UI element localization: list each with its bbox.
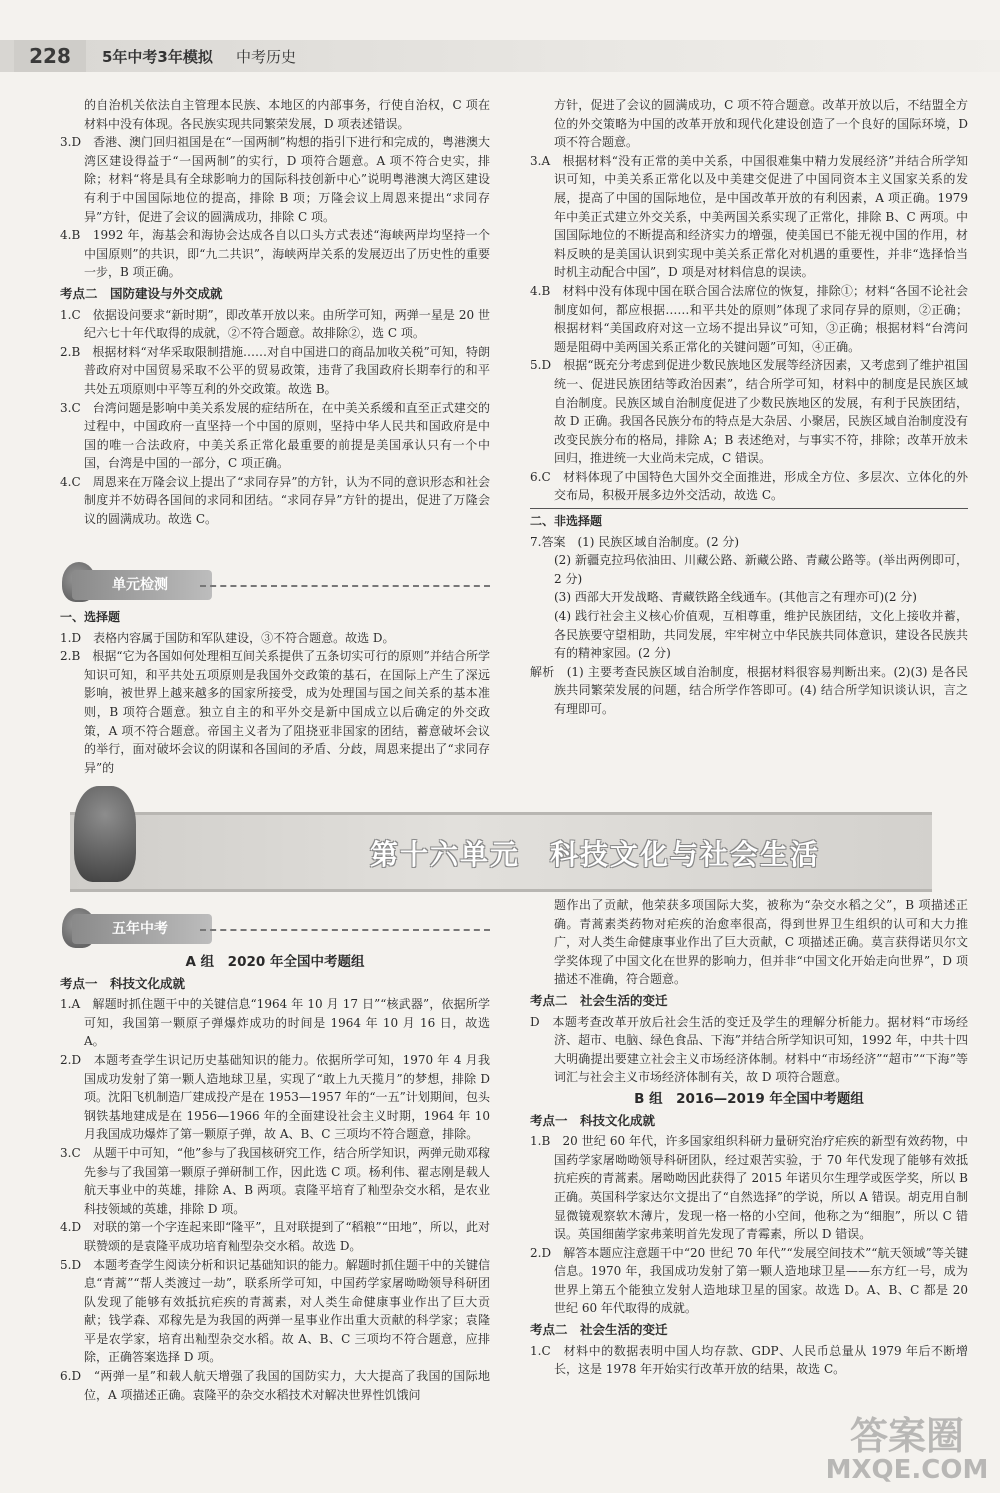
answer-paragraph: D 本题考查改革开放后社会生活的变迁及学生的理解分析能力。据材料“市场经济、超市、电脑、绿色食品、下海”并结合所学知识可知，1992 年，中共十四大明确提出要建立社会主义市场经济体制。材料中“市场经济”“超市”“下海”等词汇与社会主义市场经济体制有关，故 D 项符合题意。 (530, 1014, 968, 1085)
answer-paragraph: 方针，促进了会议的圆满成功，C 项不符合题意。改革开放以后，不结盟全方位的外交策略为中国的改革开放和现代化建设创造了一个良好的国际环境，D 项不符合题意。 (554, 98, 968, 150)
answer-paragraph: (3) 西部大开发战略、青藏铁路全线通车。(其他言之有理亦可)(2 分) (554, 590, 917, 605)
answer-paragraph: 6.C 材料体现了中国特色大国外交全面推进，形成全方位、多层次、立体化的外交布局，积极开展多边外交活动，故选 C。 (530, 469, 968, 503)
watermark (822, 1416, 992, 1492)
answer-paragraph: 2.D 解答本题应注意题干中“20 世纪 70 年代”“发展空间技术”“航天领域”等关键信息。1970 年，我国成功发射了第一颗人造地球卫星——东方红一号，成为世界上第五个能独立发射人造地球卫星的国家。故选 D。A、B、C 都是 20 世纪 60 年代取得的成就。 (530, 1245, 968, 1316)
answer-paragraph: 3.C 台湾问题是影响中美关系发展的症结所在，在中美关系缓和直至正式建交的过程中，中国政府一直坚持一个中国的原则，坚持中华人民共和国政府是中国的唯一合法政府，中美关系正常化最重要的前提是美国承认只有一个中国，台湾是中国的一部分，C 项正确。 (60, 400, 490, 471)
answer-paragraph: 1.A 解题时抓住题干中的关键信息“1964 年 10 月 17 日”“核武器”，依据所学可知，我国第一颗原子弹爆炸成功的时间是 1964 年 10 月 16 日，故选 A。 (60, 997, 490, 1049)
group-a-heading: A 组 2020 年全国中考题组 (185, 954, 365, 970)
answer-paragraph: 4.B 材料中没有体现中国在联合国合法席位的恢复，排除①；材料“各国不论社会制度如何，都应根据……和平共处的原则”体现了求同存异的原则，②正确；根据材料“美国政府对这一立场不提出异议”可知，③正确；根据材料“台湾问题是阻碍中美两国关系正常化的关键问题”可知，④正确。 (530, 283, 968, 354)
answer-paragraph: 4.D 对联的第一个字连起来即“隆平”，且对联提到了“稻粮”“田地”，所以，此对联赞颂的是袁隆平成功培育籼型杂交水稻。故选 D。 (60, 1220, 490, 1253)
unit-test-column (60, 606, 490, 777)
watermark-url: MXQE.COM (825, 1455, 989, 1485)
book-title: 5年中考3年模拟 (102, 48, 213, 66)
section-heading: 二、非选择题 (530, 514, 603, 529)
group-heading: B 组 2016—2019 年全国中考题组 (634, 1090, 864, 1107)
unit-test-item: 2.B 根据“它为各国如何处理相互间关系提供了五条切实可行的原则”并结合所学知识可知，和平共处五项原则是我国外交政策的基石，在国际上产生了深远影响，被世界上越来越多的国家所接受，成为处理国与国之间关系的基本准则，B 项符合题意。独立自主的和平外交是新中国成立以后确定的外交政策，A 项不符合题意。帝国主义者为了阻挠亚非国家的团结，蓄意破坏会议的举行，面对破坏会议的阴谋和各国间的矛盾、分歧，周恩来提出了“求同存异”的 (60, 649, 490, 775)
unit-test-divider (200, 585, 490, 587)
answer-paragraph: 3.A 根据材料“没有正常的美中关系，中国很难集中精力发展经济”并结合所学知识可知，中美关系正常化以及中美建交促进了中国同资本主义国家关系的发展，提高了中国的国际地位，是中国改革开放的有利因素，A 项正确。1979 年中美正式建立外交关系，中美两国关系实现了正常化，排除 B、C 两项。中国国际地位的不断提高和经济实力的增强，使美国已不能无视中国的作用，材料反映的是美国认识到实现中美关系正常化对机遇的重要性，并非“选择恰当时机主动配合中国”，D 项是对材料信息的误读。 (530, 153, 968, 280)
watermark-text: 答案圈 (849, 1414, 964, 1458)
topic-heading: 考点一 科技文化成就 (530, 1112, 656, 1128)
answer-paragraph: 5.D 本题考查学生阅读分析和识记基础知识的能力。解题时抓住题干中的关键信息“青蒿”“帮人类渡过一劫”，联系所学可知，中国药学家屠呦呦领导科研团队发现了能够有效抵抗疟疾的青蒿素，对人类生命健康事业作出了巨大贡献；钱学森、邓稼先是为我国的两弹一星事业作出重大贡献的科学家；袁隆平是农学家，培育出籼型杂交水稻。故 A、B、C 三项均不符合题意，应排除，正确答案选择 D 项。 (60, 1257, 490, 1365)
answer-paragraph: 1.C 材料中的数据表明中国人均存款、GDP、人民币总量从 1979 年后不断增长，这是 1978 年开始实行改革开放的结果，故选 C。 (530, 1343, 968, 1377)
five-year-tag: 五年中考 (72, 914, 212, 944)
bottom-left-column (60, 950, 490, 1404)
page-header (0, 0, 1000, 84)
unit-test-tag: 单元检测 (72, 570, 212, 600)
answer-paragraph: 2.D 本题考查学生识记历史基础知识的能力。依据所学可知，1970 年 4 月我国成功发射了第一颗人造地球卫星，实现了“敢上九天揽月”的梦想，排除 D 项。沈阳飞机制造厂建成投产是在 1953—1957 年的“一五”计划期间，包头钢铁基地建成是在 1956—1966 年的全面建设社会主义时期，1964 年 10 月我国成功爆炸了第一颗原子弹，故 A、B、C 三项均不符合题意，排除。 (60, 1052, 490, 1142)
unit-banner (70, 812, 932, 892)
answer-paragraph: 的自治机关依法自主管理本民族、本地区的内部事务，行使自治权，C 项在材料中没有体现。各民族实现共同繁荣发展，D 项表述错误。 (84, 98, 490, 131)
answer-paragraph: (4) 践行社会主义核心价值观，互相尊重，维护民族团结，文化上接收并蓄，各民族要守望相助，共同发展，牢牢树立中华民族共同体意识，建设各民族共有的精神家园。(2 分) (554, 609, 968, 661)
answer-paragraph: 5.D 根据“既充分考虑到促进少数民族地区发展等经济因素，又考虑到了维护祖国统一、促进民族团结等政治因素”，结合所学可知，材料中的制度是民族区域自治制度。民族区域自治制度促进了少数民族地区的发展，有利于民族团结，故 D 正确。我国各民族分布的特点是大杂居、小聚居，民族区域自治制度没有改变民族分布的格局，排除 A；B 表述绝对，与事实不符，排除；改革开放未回归，推进统一大业尚未完成，C 错误。 (530, 358, 968, 466)
banner-mascot-icon (74, 786, 136, 882)
topic-heading: 考点二 社会生活的变迁 (530, 992, 668, 1008)
five-year-divider (200, 929, 490, 931)
answer-paragraph: 解析 (1) 主要考查民族区域自治制度，根据材料很容易判断出来。(2)(3) 是各民族共同繁荣发展的问题，结合所学作答即可。(4) 结合所学知识谈认识，言之有理即可。 (530, 664, 968, 716)
answer-paragraph: 题作出了贡献，他荣获多项国际大奖，被称为“杂交水稻之父”，B 项描述正确。青蒿素类药物对疟疾的治愈率很高，得到世界卫生组织的认可和大力推广，对人类生命健康事业作出了巨大贡献，C 项描述正确。莫言获得诺贝尔文学奖体现了中国文化在世界的影响力，但并非“中国文化开始走向世界”，D 项描述不准确，符合题意。 (554, 898, 968, 987)
answer-paragraph: 4.B 1992 年，海基会和海协会达成各自以口头方式表述“海峡两岸均坚持一个中国原则”的共识，即“九二共识”，海峡两岸关系的发展迈出了历史性的重要一步，B 项正确。 (60, 228, 490, 280)
answer-paragraph: 3.D 香港、澳门回归祖国是在“一国两制”构想的指引下进行和完成的，粤港澳大湾区建设得益于“一国两制”的实行，D 项符合题意。A 项不符合史实，排除；材料“将是具有全球影响力的国际科技创新中心”说明粤港澳大湾区建设有利于中国国际地位的提高，排除 B 项；万隆会议上周恩来提出“求同存异”方针，促进了会议的圆满成功，排除 C 项。 (60, 135, 490, 224)
page-number: 228 (14, 40, 86, 72)
answer-paragraph: 6.D “两弹一星”和载人航天增强了我国的国防实力，大大提高了我国的国际地位，A 项描述正确。袁隆平的杂交水稻技术对解决世界性饥饿问 (60, 1369, 490, 1402)
unit-test-section: 一、选择题 (60, 610, 121, 624)
topic-heading: 考点二 社会生活的变迁 (530, 1322, 668, 1338)
answer-paragraph: 2.B 根据材料“对华采取限制措施……对自中国进口的商品加收关税”可知，特朗普政府对中国贸易采取不公平的贸易政策，违背了我国政府长期奉行的和平共处五项原则中平等互利的外交政策。故选 B。 (60, 344, 490, 396)
bottom-right-column (530, 896, 968, 1379)
answer-paragraph: 1.B 20 世纪 60 年代，许多国家组织科研力量研究治疗疟疾的新型有效药物，中国药学家屠呦呦领导科研团队，经过艰苦实验，于 70 年代发现了能够有效抵抗疟疾的青蒿素。屠呦呦因此获得了 2015 年诺贝尔生理学或医学奖，所以 B 正确。英国科学家达尔文提出了“自然选择”的学说，所以 A 错误。胡克用自制显微镜观察软木薄片，发现一格一格的小空间，他称之为“细胞”，所以 C 错误。英国细菌学家弗莱明首先发现了青霉素，所以 D 错误。 (530, 1134, 968, 1242)
top-right-column (530, 96, 968, 719)
top-left-column (60, 96, 490, 529)
unit-test-item: 1.D 表格内容属于国防和军队建设，③不符合题意。故选 D。 (60, 630, 395, 645)
unit-title: 第十六单元 科技文化与社会生活 (370, 838, 821, 871)
answer-paragraph: 4.C 周恩来在万隆会议上提出了“求同存异”的方针，认为不同的意识形态和社会制度并不妨碍各国间的求同和团结。“求同存异”方针的提出，促进了万隆会议的圆满成功。故选 C。 (60, 474, 490, 527)
answer-paragraph: (2) 新疆克拉玛依油田、川藏公路、新藏公路、青藏公路等。(举出两例即可，2 分) (554, 553, 968, 586)
subject-label: 中考历史 (236, 48, 297, 66)
answer-paragraph: 7.答案 (1) 民族区域自治制度。(2 分) (530, 534, 740, 549)
section-rule (530, 508, 968, 509)
topic-heading: 考点一 科技文化成就 (60, 975, 186, 991)
answer-paragraph: 3.C 从题干中可知，“他”参与了我国核研究工作，结合所学知识，两弹元勋邓稼先参与了我国第一颗原子弹研制工作，因此选 C 项。杨利伟、翟志刚是载人航天事业中的英雄，排除 A、B 两项。袁隆平培育了籼型杂交水稻，是农业科技领域的英雄，排除 D 项。 (60, 1145, 490, 1216)
answer-paragraph: 1.C 依据设问要求“新时期”，即改革开放以来。由所学可知，两弹一星是 20 世纪六七十年代取得的成就，②不符合题意。故排除②，选 C 项。 (60, 307, 490, 341)
topic-heading: 考点二 国防建设与外交成就 (60, 285, 223, 301)
